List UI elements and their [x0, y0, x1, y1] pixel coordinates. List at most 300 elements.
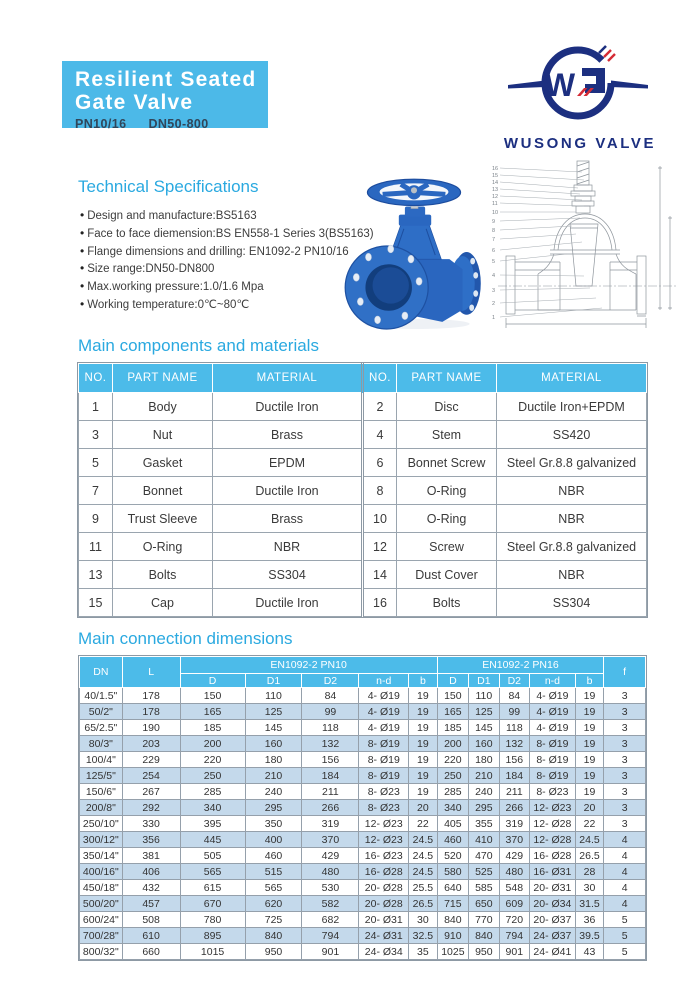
dimension-cell: 910 [437, 928, 468, 944]
col-no-left: NO. [79, 364, 113, 393]
dimension-cell: 4 [604, 832, 646, 848]
dimension-cell: 292 [122, 800, 180, 816]
dimension-row [80, 768, 646, 784]
group-pn16: EN1092-2 PN16 [437, 657, 604, 674]
product-title-block [62, 61, 268, 131]
dimension-cell: 530 [302, 880, 359, 896]
dimension-cell: 340 [437, 800, 468, 816]
tech-spec-item: • Design and manufacture:BS5163 [80, 207, 374, 225]
dimension-cell: 240 [245, 784, 302, 800]
component-cell: SS304 [213, 561, 363, 589]
dimension-cell: 950 [245, 944, 302, 960]
group-pn10: EN1092-2 PN10 [180, 657, 437, 674]
dimension-cell: 184 [499, 768, 529, 784]
dimension-cell: 450/18" [80, 880, 123, 896]
dimension-cell: 840 [245, 928, 302, 944]
dimension-cell: 26.5 [575, 848, 603, 864]
dimension-cell: 24.5 [409, 832, 437, 848]
dimension-cell: 178 [122, 688, 180, 704]
dimension-cell: 770 [469, 912, 499, 928]
dimension-cell: 3 [604, 768, 646, 784]
dimension-cell: 165 [180, 704, 245, 720]
drawing-callout-number: 11 [492, 201, 498, 207]
tech-spec-item: • Face to face diemension:BS EN558-1 Series 3(BS5163) [80, 225, 374, 243]
dimension-cell: 125 [469, 704, 499, 720]
dimension-cell: 5 [604, 944, 646, 960]
dimension-row [80, 896, 646, 912]
col-pn10-b: b [409, 674, 437, 688]
component-cell: Steel Gr.8.8 galvanized [497, 449, 647, 477]
component-cell: SS420 [497, 421, 647, 449]
dimension-cell: 840 [469, 928, 499, 944]
component-cell: O-Ring [397, 477, 497, 505]
component-row [79, 477, 647, 505]
dimension-cell: 285 [180, 784, 245, 800]
dimension-cell: 615 [180, 880, 245, 896]
dimension-cell: 267 [122, 784, 180, 800]
drawing-callout-number: 12 [492, 194, 499, 200]
dimension-row [80, 832, 646, 848]
component-cell: Cap [113, 589, 213, 617]
dimension-cell: 1025 [437, 944, 468, 960]
drawing-callout-number: 16 [492, 166, 499, 172]
dimension-cell: 200 [180, 736, 245, 752]
drawing-callout-number: 1 [492, 315, 496, 321]
component-cell: Ductile Iron+EPDM [497, 393, 647, 421]
pressure-rating: PN10/16 [75, 117, 127, 131]
dimension-cell: 80/3" [80, 736, 123, 752]
dimension-cell: 12- Ø23 [359, 832, 409, 848]
col-f: f [604, 657, 646, 688]
dimension-row [80, 912, 646, 928]
dimension-cell: 19 [575, 736, 603, 752]
component-cell: 7 [79, 477, 113, 505]
component-cell: 5 [79, 449, 113, 477]
dimension-cell: 670 [180, 896, 245, 912]
dimension-cell: 28 [575, 864, 603, 880]
drawing-callout-number: 4 [492, 273, 496, 279]
dimension-cell: 19 [575, 752, 603, 768]
dimension-cell: 145 [245, 720, 302, 736]
col-pn16-nd: n-d [530, 674, 576, 688]
col-dn: DN [80, 657, 123, 688]
component-cell: 14 [363, 561, 397, 589]
dimension-cell: 20- Ø34 [530, 896, 576, 912]
component-cell: 12 [363, 533, 397, 561]
component-cell: Bonnet [113, 477, 213, 505]
dimension-cell: 19 [575, 768, 603, 784]
dimension-cell: 4- Ø19 [359, 720, 409, 736]
dimension-cell: 35 [409, 944, 437, 960]
dimension-cell: 84 [302, 688, 359, 704]
component-cell: Brass [213, 505, 363, 533]
tech-spec-item: • Size range:DN50-DN800 [80, 260, 374, 278]
col-no-right: NO. [363, 364, 397, 393]
dimension-cell: 20 [409, 800, 437, 816]
col-material-right: MATERIAL [497, 364, 647, 393]
component-cell: O-Ring [397, 505, 497, 533]
dimension-cell: 8- Ø23 [359, 800, 409, 816]
dimension-cell: 340 [180, 800, 245, 816]
dimension-cell: 800/32" [80, 944, 123, 960]
dimension-cell: 132 [302, 736, 359, 752]
drawing-callout-number: 2 [492, 301, 496, 307]
dimension-cell: 12- Ø23 [530, 800, 576, 816]
dimension-cell: 19 [409, 784, 437, 800]
dimension-cell: 565 [245, 880, 302, 896]
dimension-cell: 20- Ø31 [359, 912, 409, 928]
dimension-cell: 4 [604, 848, 646, 864]
component-cell: Ductile Iron [213, 589, 363, 617]
component-row [79, 561, 647, 589]
dimension-cell: 3 [604, 784, 646, 800]
component-row [79, 589, 647, 617]
dimension-cell: 165 [437, 704, 468, 720]
component-cell: Dust Cover [397, 561, 497, 589]
col-pn16-d1: D1 [469, 674, 499, 688]
drawing-callout-number: 5 [492, 259, 496, 265]
dimension-cell: 250/10" [80, 816, 123, 832]
dimension-cell: 20- Ø31 [530, 880, 576, 896]
components-table-body [79, 393, 647, 617]
dimension-cell: 515 [245, 864, 302, 880]
dimension-cell: 895 [180, 928, 245, 944]
dimension-cell: 32.5 [409, 928, 437, 944]
component-row [79, 533, 647, 561]
product-subtitle [75, 117, 268, 131]
dimension-cell: 3 [604, 800, 646, 816]
dimension-cell: 3 [604, 736, 646, 752]
dimension-cell: 585 [469, 880, 499, 896]
dimension-cell: 520 [437, 848, 468, 864]
dimension-cell: 39.5 [575, 928, 603, 944]
component-row [79, 421, 647, 449]
component-cell: 15 [79, 589, 113, 617]
dimension-cell: 4 [604, 864, 646, 880]
dimensions-table [79, 656, 646, 960]
component-cell: 4 [363, 421, 397, 449]
dimension-cell: 525 [469, 864, 499, 880]
dimension-cell: 480 [302, 864, 359, 880]
dimension-cell: 460 [437, 832, 468, 848]
dimension-cell: 110 [469, 688, 499, 704]
dimension-cell: 395 [180, 816, 245, 832]
dimension-cell: 300/12" [80, 832, 123, 848]
dimension-cell: 110 [245, 688, 302, 704]
dimension-cell: 99 [499, 704, 529, 720]
dimension-cell: 470 [469, 848, 499, 864]
dimension-cell: 16- Ø23 [359, 848, 409, 864]
dimension-cell: 203 [122, 736, 180, 752]
drawing-callout-number: 6 [492, 248, 496, 254]
col-pn16-b: b [575, 674, 603, 688]
component-cell: 6 [363, 449, 397, 477]
drawing-callout-number: 7 [492, 237, 496, 243]
dimension-cell: 640 [437, 880, 468, 896]
dimension-cell: 350 [245, 816, 302, 832]
dimension-row [80, 784, 646, 800]
col-pn16-d: D [437, 674, 468, 688]
component-cell: Body [113, 393, 213, 421]
dimension-cell: 19 [409, 752, 437, 768]
dimension-cell: 150 [180, 688, 245, 704]
component-cell: 1 [79, 393, 113, 421]
col-pn10-nd: n-d [359, 674, 409, 688]
dimension-cell: 4 [604, 896, 646, 912]
col-part-left: PART NAME [113, 364, 213, 393]
col-pn10-d: D [180, 674, 245, 688]
component-cell: Disc [397, 393, 497, 421]
component-cell: 3 [79, 421, 113, 449]
dimension-cell: 16- Ø28 [359, 864, 409, 880]
dimension-cell: 432 [122, 880, 180, 896]
component-row [79, 505, 647, 533]
dimension-cell: 901 [499, 944, 529, 960]
dimension-row [80, 880, 646, 896]
dimension-row [80, 704, 646, 720]
dimension-cell: 211 [302, 784, 359, 800]
dimension-cell: 480 [499, 864, 529, 880]
dimension-cell: 609 [499, 896, 529, 912]
drawing-callout-number: 14 [492, 180, 499, 186]
dimension-cell: 250 [437, 768, 468, 784]
dimension-cell: 19 [409, 768, 437, 784]
component-cell: NBR [213, 533, 363, 561]
dimension-cell: 720 [499, 912, 529, 928]
dimension-cell: 620 [245, 896, 302, 912]
dimension-cell: 580 [437, 864, 468, 880]
tech-specs-list [80, 207, 374, 314]
components-header-row [79, 364, 647, 393]
dimension-cell: 156 [499, 752, 529, 768]
dimension-cell: 211 [499, 784, 529, 800]
dimension-cell: 156 [302, 752, 359, 768]
dimension-cell: 406 [122, 864, 180, 880]
dimension-cell: 132 [499, 736, 529, 752]
dimension-cell: 240 [469, 784, 499, 800]
dimension-cell: 150 [437, 688, 468, 704]
dimension-cell: 30 [409, 912, 437, 928]
dimension-cell: 190 [122, 720, 180, 736]
dimension-cell: 16- Ø28 [530, 848, 576, 864]
dimension-cell: 19 [409, 720, 437, 736]
dimension-cell: 460 [245, 848, 302, 864]
dimension-cell: 220 [180, 752, 245, 768]
dimension-cell: 99 [302, 704, 359, 720]
component-cell: 13 [79, 561, 113, 589]
dimension-cell: 19 [575, 688, 603, 704]
dimensions-group-header-row [80, 657, 646, 674]
dimension-cell: 8- Ø19 [530, 768, 576, 784]
dimension-cell: 319 [499, 816, 529, 832]
col-pn10-d1: D1 [245, 674, 302, 688]
component-cell: NBR [497, 561, 647, 589]
dimension-cell: 840 [437, 912, 468, 928]
col-pn16-d2: D2 [499, 674, 529, 688]
components-title: Main components and materials [78, 336, 319, 355]
dimension-cell: 12- Ø28 [530, 832, 576, 848]
dimension-cell: 330 [122, 816, 180, 832]
dimension-cell: 180 [245, 752, 302, 768]
dimension-cell: 84 [499, 688, 529, 704]
dimension-row [80, 944, 646, 960]
dimension-cell: 22 [575, 816, 603, 832]
valve-drawing [490, 158, 686, 338]
size-range: DN50-800 [148, 117, 209, 131]
dimension-cell: 295 [245, 800, 302, 816]
dimension-cell: 370 [302, 832, 359, 848]
valve-photo [344, 162, 484, 332]
dimension-cell: 24- Ø31 [359, 928, 409, 944]
component-cell: Ductile Iron [213, 393, 363, 421]
dimension-cell: 178 [122, 704, 180, 720]
dimension-cell: 1015 [180, 944, 245, 960]
dimension-cell: 20- Ø28 [359, 880, 409, 896]
dimension-cell: 370 [499, 832, 529, 848]
dimension-cell: 565 [180, 864, 245, 880]
drawing-callout-number: 15 [492, 173, 499, 179]
dimension-cell: 19 [409, 688, 437, 704]
dimension-cell: 650 [469, 896, 499, 912]
component-row [79, 449, 647, 477]
dimension-row [80, 752, 646, 768]
col-pn10-d2: D2 [302, 674, 359, 688]
dimension-cell: 660 [122, 944, 180, 960]
dimension-cell: 8- Ø23 [530, 784, 576, 800]
dimension-cell: 25.5 [409, 880, 437, 896]
dimension-cell: 429 [302, 848, 359, 864]
dimension-cell: 457 [122, 896, 180, 912]
company-logo [498, 40, 662, 152]
tech-specs-title: Technical Specifications [78, 177, 259, 196]
component-cell: Bonnet Screw [397, 449, 497, 477]
dimension-cell: 40/1.5" [80, 688, 123, 704]
component-cell: 16 [363, 589, 397, 617]
dimension-row [80, 736, 646, 752]
dimension-cell: 8- Ø19 [359, 736, 409, 752]
dimension-cell: 582 [302, 896, 359, 912]
dimension-cell: 24.5 [575, 832, 603, 848]
dimension-cell: 5 [604, 928, 646, 944]
dimension-cell: 65/2.5" [80, 720, 123, 736]
dimension-cell: 19 [575, 704, 603, 720]
dimension-cell: 4- Ø19 [359, 704, 409, 720]
dimension-cell: 4- Ø19 [530, 688, 576, 704]
dimension-cell: 610 [122, 928, 180, 944]
component-cell: 2 [363, 393, 397, 421]
dimension-cell: 266 [499, 800, 529, 816]
dimension-cell: 780 [180, 912, 245, 928]
component-cell: O-Ring [113, 533, 213, 561]
drawing-callout-number: 9 [492, 219, 496, 225]
drawing-callouts [490, 158, 686, 338]
dimension-cell: 508 [122, 912, 180, 928]
dimension-cell: 700/28" [80, 928, 123, 944]
dimension-cell: 125 [245, 704, 302, 720]
component-cell: Trust Sleeve [113, 505, 213, 533]
dimension-cell: 400 [245, 832, 302, 848]
dimension-cell: 285 [437, 784, 468, 800]
dimension-cell: 3 [604, 816, 646, 832]
dimension-cell: 600/24" [80, 912, 123, 928]
dimension-row [80, 688, 646, 704]
component-cell: Brass [213, 421, 363, 449]
tech-spec-item: • Flange dimensions and drilling: EN1092-2 PN10/16 [80, 243, 374, 261]
col-material-left: MATERIAL [213, 364, 363, 393]
dimension-cell: 350/14" [80, 848, 123, 864]
dimension-cell: 150/6" [80, 784, 123, 800]
dimension-cell: 43 [575, 944, 603, 960]
component-cell: 8 [363, 477, 397, 505]
dimension-cell: 19 [409, 704, 437, 720]
dimension-cell: 254 [122, 768, 180, 784]
dimension-cell: 24- Ø34 [359, 944, 409, 960]
dimension-cell: 20 [575, 800, 603, 816]
dimension-cell: 20- Ø28 [359, 896, 409, 912]
component-cell: Screw [397, 533, 497, 561]
dimension-cell: 36 [575, 912, 603, 928]
dimension-cell: 210 [245, 768, 302, 784]
dimension-cell: 24- Ø41 [530, 944, 576, 960]
drawing-callout-number: 13 [492, 187, 499, 193]
dimension-cell: 356 [122, 832, 180, 848]
dimension-cell: 30 [575, 880, 603, 896]
component-cell: NBR [497, 477, 647, 505]
dimension-cell: 118 [302, 720, 359, 736]
wusong-logo-icon [498, 40, 662, 128]
component-cell: 10 [363, 505, 397, 533]
dimension-cell: 24.5 [409, 864, 437, 880]
dimension-cell: 220 [437, 752, 468, 768]
dimension-cell: 180 [469, 752, 499, 768]
dimension-cell: 229 [122, 752, 180, 768]
dimension-cell: 794 [302, 928, 359, 944]
dimension-cell: 200 [437, 736, 468, 752]
dimension-cell: 12- Ø28 [530, 816, 576, 832]
dimension-cell: 100/4" [80, 752, 123, 768]
dimension-cell: 794 [499, 928, 529, 944]
dimension-cell: 715 [437, 896, 468, 912]
dimension-cell: 125/5" [80, 768, 123, 784]
tech-spec-item: • Working temperature:0℃~80℃ [80, 296, 374, 314]
dimension-cell: 22 [409, 816, 437, 832]
brand-name: WUSONG VALVE [503, 135, 657, 152]
dimension-cell: 200/8" [80, 800, 123, 816]
dimension-cell: 24.5 [409, 848, 437, 864]
dimension-cell: 8- Ø19 [530, 752, 576, 768]
dimension-cell: 16- Ø31 [530, 864, 576, 880]
dimension-cell: 19 [575, 784, 603, 800]
component-cell: Steel Gr.8.8 galvanized [497, 533, 647, 561]
component-cell: Nut [113, 421, 213, 449]
dimension-row [80, 800, 646, 816]
component-cell: SS304 [497, 589, 647, 617]
dimension-cell: 20- Ø37 [530, 912, 576, 928]
component-cell: Ductile Iron [213, 477, 363, 505]
dimension-cell: 445 [180, 832, 245, 848]
dimension-cell: 319 [302, 816, 359, 832]
component-cell: NBR [497, 505, 647, 533]
dimension-cell: 405 [437, 816, 468, 832]
dimension-cell: 355 [469, 816, 499, 832]
tech-spec-item: • Max.working pressure:1.0/1.6 Mpa [80, 278, 374, 296]
dimension-cell: 3 [604, 720, 646, 736]
component-cell: Bolts [113, 561, 213, 589]
dimension-cell: 682 [302, 912, 359, 928]
drawing-callout-number: 8 [492, 228, 496, 234]
dimension-cell: 381 [122, 848, 180, 864]
dimension-cell: 210 [469, 768, 499, 784]
